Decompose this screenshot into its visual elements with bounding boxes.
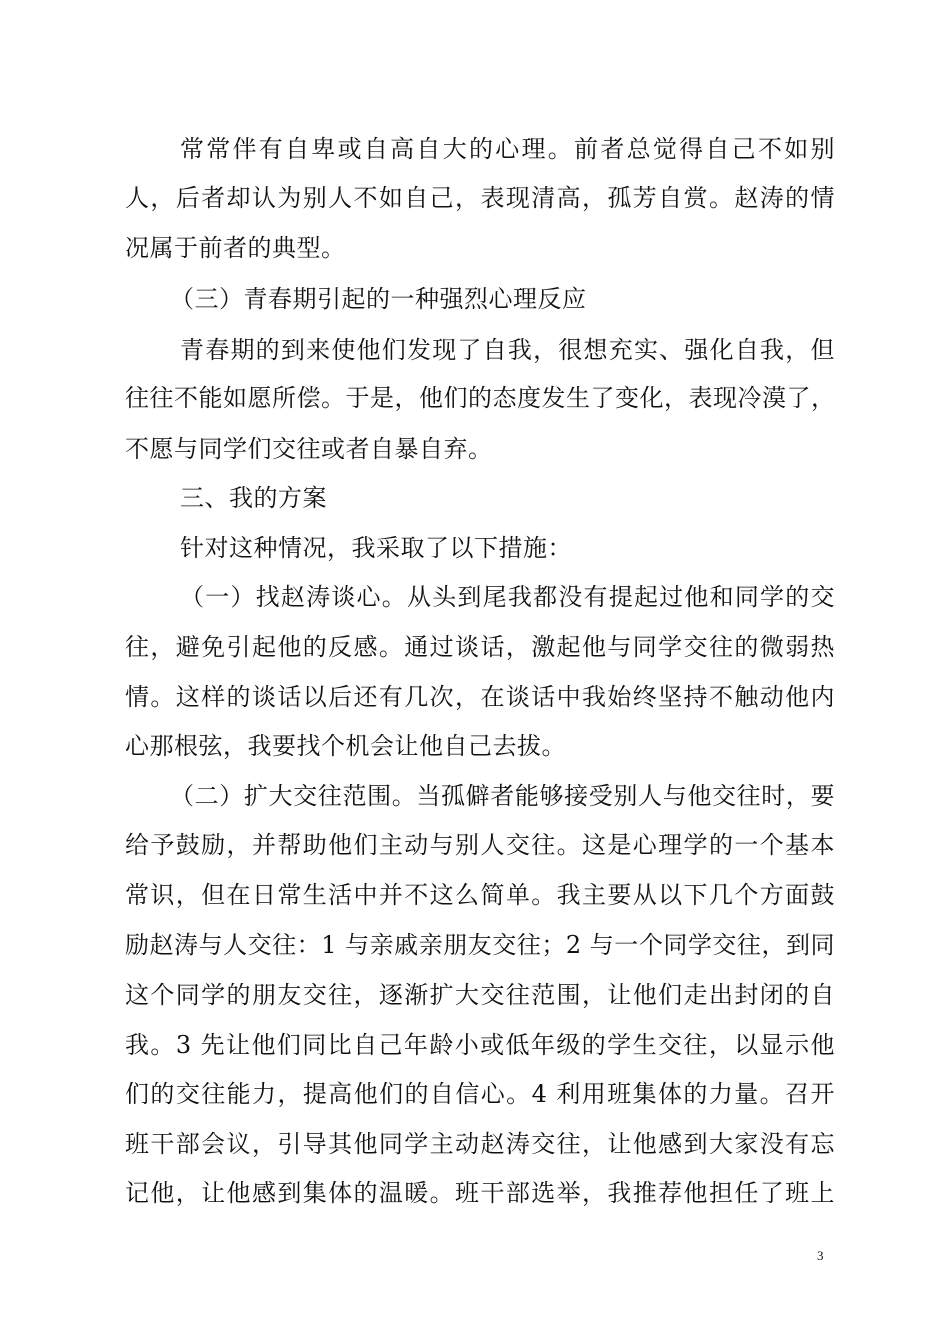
text-line-18: 这个同学的朋友交往，逐渐扩大交往范围，让他们走出封闭的自 bbox=[125, 981, 835, 1009]
text-line-5: 青春期的到来使他们发现了自我，很想充实、强化自我，但 bbox=[180, 336, 835, 364]
text-line-9: 针对这种情况，我采取了以下措施： bbox=[180, 534, 572, 562]
text-line-6: 往往不能如愿所偿。于是，他们的态度发生了变化，表现冷漠了， bbox=[125, 384, 836, 412]
text-line-2: 人，后者却认为别人不如自己，表现清高，孤芳自赏。赵涛的情 bbox=[125, 184, 835, 212]
text-line-11: 往，避免引起他的反感。通过谈话，激起他与同学交往的微弱热 bbox=[125, 633, 835, 661]
text-line-17: 励赵涛与人交往：1 与亲戚亲朋友交往；2 与一个同学交往，到同 bbox=[125, 931, 835, 959]
text-line-22: 记他，让他感到集体的温暖。班干部选举，我推荐他担任了班上 bbox=[125, 1179, 835, 1207]
text-line-19: 我。3 先让他们同比自己年龄小或低年级的学生交往，以显示他 bbox=[125, 1031, 835, 1059]
section-heading-3: （三）青春期引起的一种强烈心理反应 bbox=[170, 285, 587, 313]
text-line-15: 给予鼓励，并帮助他们主动与别人交往。这是心理学的一个基本 bbox=[125, 831, 835, 859]
text-line-10: （一）找赵涛谈心。从头到尾我都没有提起过他和同学的交 bbox=[180, 583, 835, 611]
page-number: 3 bbox=[817, 1248, 824, 1263]
text-line-3: 况属于前者的典型。 bbox=[125, 234, 346, 262]
text-line-1: 常常伴有自卑或自高自大的心理。前者总觉得自己不如别 bbox=[180, 135, 835, 163]
text-line-12: 情。这样的谈话以后还有几次，在谈话中我始终坚持不触动他内 bbox=[125, 683, 835, 711]
text-line-13: 心那根弦，我要找个机会让他自己去拔。 bbox=[125, 732, 566, 760]
text-line-14: （二）扩大交往范围。当孤僻者能够接受别人与他交往时，要 bbox=[170, 782, 835, 810]
text-line-7: 不愿与同学们交往或者自暴自弃。 bbox=[125, 435, 493, 463]
text-line-21: 班干部会议，引导其他同学主动赵涛交往，让他感到大家没有忘 bbox=[125, 1130, 835, 1158]
text-line-20: 们的交往能力，提高他们的自信心。4 利用班集体的力量。召开 bbox=[125, 1080, 835, 1108]
section-heading-plan: 三、我的方案 bbox=[180, 484, 327, 512]
text-line-16: 常识，但在日常生活中并不这么简单。我主要从以下几个方面鼓 bbox=[125, 881, 835, 909]
